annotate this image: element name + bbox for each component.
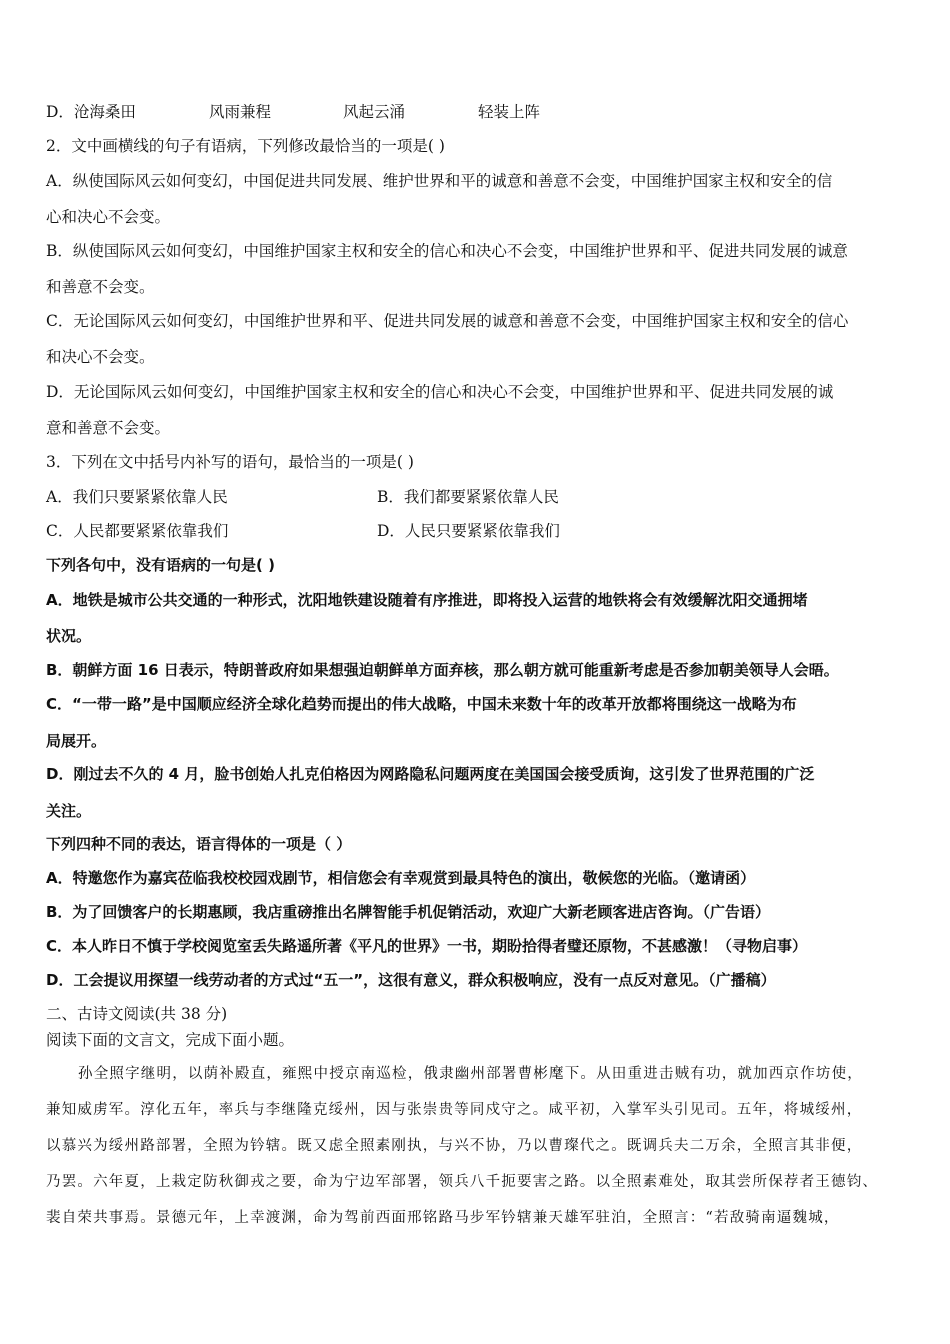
- passage-line: 兼知威虏军。淳化五年，率兵与李继隆克绥州，因与张崇贵等同戍守之。咸平初，入掌军头引见司。五年，将城绥州，: [46, 1102, 863, 1118]
- q3-stem: 3．下列在文中括号内补写的语句，最恰当的一项是( ): [46, 453, 414, 471]
- passage-line: 以慕兴为绥州路部署，全照为钤辖。既又虑全照素刚执，与兴不协，乃以曹璨代之。既调兵夫二万余，全照言其非便，: [46, 1138, 863, 1154]
- passage-line: 乃罢。六年夏，上栽定防秋御戎之要，命为宁边军部署，领兵八千扼要害之路。以全照素难处，取其尝所保荐者王德钧、: [46, 1174, 879, 1190]
- q5-option-d: D．工会提议用探望一线劳动者的方式过“五一”，这很有意义，群众积极响应，没有一点反对意见。（广播稿）: [46, 971, 776, 989]
- q5-stem: 下列四种不同的表达，语言得体的一项是（ ）: [46, 835, 352, 853]
- passage-line: 孙全照字继明，以荫补殿直，雍熙中授京南巡检，俄隶幽州部署曹彬麾下。从田重进击贼有功，就加西京作坊使，: [78, 1066, 863, 1082]
- q2-option-b-line2: 和善意不会变。: [46, 278, 155, 296]
- passage-line: 裴自荣共事焉。景德元年，上幸渡渊，命为驾前西面邢铭路马步军钤辖兼天雄军驻泊，全照言：“若敌骑南逼魏城，: [46, 1210, 840, 1226]
- q2-option-a-line1: A．纵使国际风云如何变幻，中国促进共同发展、维护世界和平的诚意和善意不会变，中国维护国家主权和安全的信: [46, 172, 833, 190]
- q5-option-a: A．特邀您作为嘉宾莅临我校校园戏剧节，相信您会有幸观赏到最具特色的演出，敬候您的光临。（邀请函）: [46, 869, 756, 887]
- q3-option-d: D．人民只要紧紧依靠我们: [377, 522, 560, 540]
- q2-option-b-line1: B．纵使国际风云如何变幻，中国维护国家主权和安全的信心和决心不会变，中国维护世界和平、促进共同发展的诚意: [46, 242, 848, 260]
- q2-option-a-line2: 心和决心不会变。: [46, 208, 171, 226]
- q4-option-c-line2: 局展开。: [46, 732, 107, 750]
- q4-stem: 下列各句中，没有语病的一句是( ): [46, 556, 275, 574]
- q4-option-d-line2: 关注。: [46, 802, 92, 820]
- q2-stem: 2．文中画横线的句子有语病，下列修改最恰当的一项是( ): [46, 137, 445, 155]
- q5-option-c: C．本人昨日不慎于学校阅览室丢失路遥所著《平凡的世界》一书，期盼拾得者璧还原物，不甚感激！（寻物启事）: [46, 937, 808, 955]
- section-instruction: 阅读下面的文言文，完成下面小题。: [46, 1031, 295, 1049]
- q1-option-d-item: 风起云涌: [343, 103, 406, 121]
- q5-option-b: B．为了回馈客户的长期惠顾，我店重磅推出名牌智能手机促销活动，欢迎广大新老顾客进店咨询。（广告语）: [46, 903, 770, 921]
- q1-option-d-label: D．沧海桑田: [46, 103, 136, 121]
- q3-option-c: C．人民都要紧紧依靠我们: [46, 522, 229, 540]
- q1-option-d-item: 风雨兼程: [209, 103, 272, 121]
- q2-option-c-line2: 和决心不会变。: [46, 348, 155, 366]
- q2-option-c-line1: C．无论国际风云如何变幻，中国维护世界和平、促进共同发展的诚意和善意不会变，中国维护国家主权和安全的信心: [46, 312, 849, 330]
- q4-option-a-line2: 状况。: [46, 627, 92, 645]
- q1-option-d: [46, 102, 136, 122]
- q2-option-d-line1: D．无论国际风云如何变幻，中国维护国家主权和安全的信心和决心不会变，中国维护世界和平、促进共同发展的诚: [46, 383, 834, 401]
- q4-option-b-line1: B．朝鲜方面 16 日表示，特朗普政府如果想强迫朝鲜单方面弃核，那么朝方就可能重新考虑是否参加朝美领导人会晤。: [46, 661, 839, 679]
- section-heading: 二、古诗文阅读(共 38 分): [46, 1005, 228, 1023]
- q3-option-b: B．我们都要紧紧依靠人民: [377, 488, 559, 506]
- q4-option-d-line1: D．刚过去不久的 4 月，脸书创始人扎克伯格因为网路隐私问题两度在美国国会接受质询，这引发了世界范围的广泛: [46, 765, 815, 783]
- q4-option-c-line1: C．“一带一路”是中国顺应经济全球化趋势而提出的伟大战略，中国未来数十年的改革开放都将围绕这一战略为布: [46, 695, 797, 713]
- q4-option-a-line1: A．地铁是城市公共交通的一种形式，沈阳地铁建设随着有序推进，即将投入运营的地铁将会有效缓解沈阳交通拥堵: [46, 591, 808, 609]
- q1-option-d-item: 轻装上阵: [478, 103, 541, 121]
- q2-option-d-line2: 意和善意不会变。: [46, 419, 171, 437]
- q3-option-a: A．我们只要紧紧依靠人民: [46, 488, 228, 506]
